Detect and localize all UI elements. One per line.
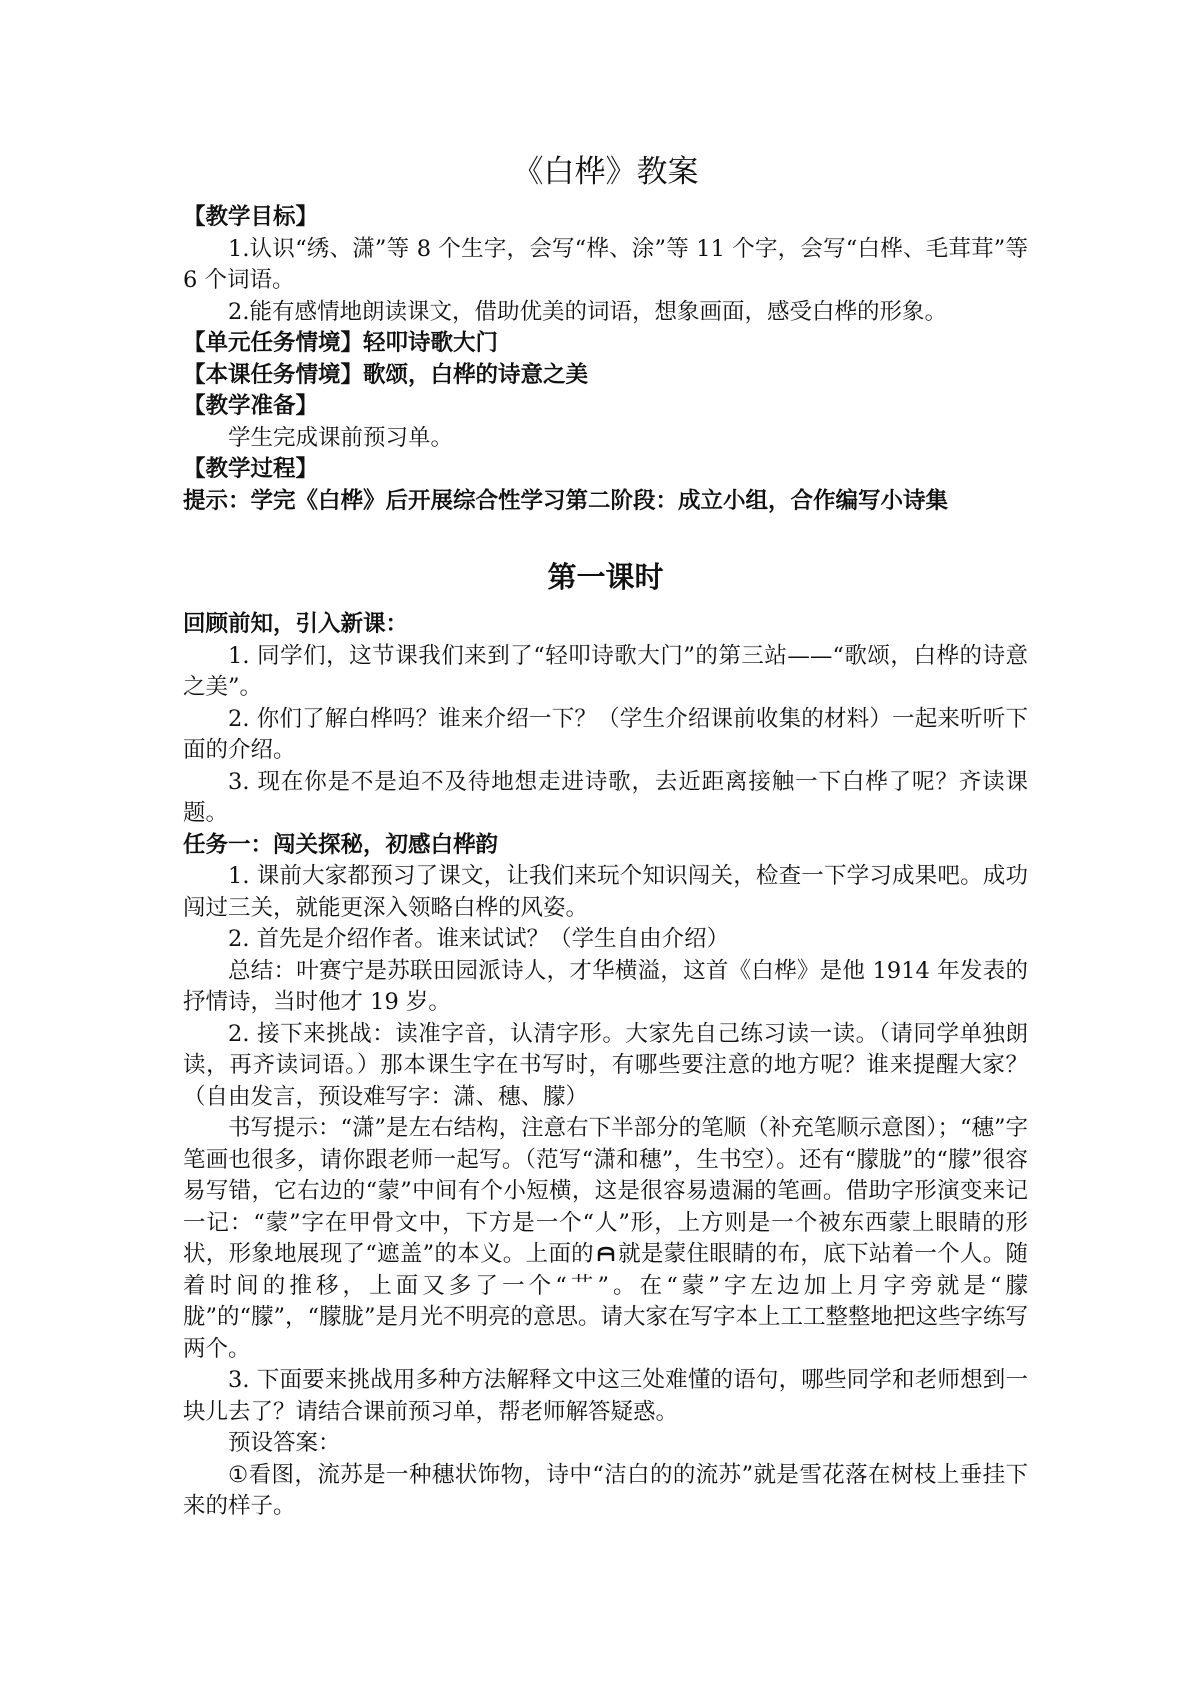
process-heading: 【教学过程】 [183,456,319,482]
unit-task-heading: 【单元任务情境】轻叩诗歌大门 [183,330,499,356]
goal-heading: 【教学目标】 [183,204,319,230]
review-item-1: 1. 同学们，这节课我们来到了“轻叩诗歌大门”的第三站——“歌颂，白桦的诗意之美”。 [183,642,1028,700]
document-title: 《白桦》教案 [512,154,699,190]
answer-item-1 [183,1460,1028,1523]
writing-tip-paragraph [183,1113,1028,1365]
review-item-3: 3. 现在你是不是迫不及待地想走进诗歌，去近距离接触一下白桦了呢？齐读课题。 [183,768,1028,826]
prep-heading: 【教学准备】 [183,393,319,419]
lesson-one-heading: 第一课时 [547,560,664,594]
ancient-glyph-icon [596,1245,616,1263]
prep-text: 学生完成课前预习单。 [228,424,454,451]
answer-number-marker: ① [228,1461,249,1488]
review-heading: 回顾前知，引入新课： [183,611,409,637]
task-one-item-4: 3. 下面要来挑战用多种方法解释文中这三处难懂的语句，哪些同学和老师想到一块儿去了？请结合课前预习单，帮老师解答疑惑。 [183,1367,1028,1425]
goal-item-2: 2.能有感情地朗读课文，借助优美的词语，想象画面，感受白桦的形象。 [228,298,947,325]
task-one-item-2: 2. 首先是介绍作者。谁来试试？（学生自由介绍） [228,926,730,952]
goal-item-1: 1.认识“绣、潇”等 8 个生字，会写“桦、涂”等 11 个字，会写“白桦、毛茸茸”等 6 个词语。 [183,235,1028,293]
lesson-plan-page [183,150,1028,1523]
task-one-heading: 任务一：闯关探秘，初感白桦韵 [183,831,499,858]
writing-tip-text-a: 书写提示：“潇”是左右结构，注意右下半部分的笔顺（补充笔顺示意图）；“穗”字笔画也很多，请你跟老师一起写。（范写“潇和穗”，生书空）。还有“朦胧”的“朦”很容易写错，它右边的“蒙”中间有个小短横，这是很容易遗漏的笔画。借助字形演变来记一记：“蒙”字在甲骨文中，下方是一个“人”形，上方则是一个被东西蒙上眼睛的形状，形象地展现了“遮盖”的本义。上面的 [183,1115,1028,1267]
writing-tip-text-b: 就是蒙住眼睛的布，底下站着一个人。随着时间的推移，上面又多了一个“艹”。在“蒙”字左边加上月字旁就是“朦胧”的“朦”，“朦胧”是月光不明亮的意思。请大家在写字本上工工整整地把这些字练写两个。 [183,1241,1029,1362]
answer-label: 预设答案： [228,1430,341,1456]
answer-item-1-text: 看图，流苏是一种穗状饰物，诗中“洁白的的流苏”就是雪花落在树枝上垂挂下来的样子。 [183,1461,1029,1519]
task-one-item-3: 2. 接下来挑战：读准字音，认清字形。大家先自己练习读一读。（请同学单独朗读，再齐读词语。）那本课生字在书写时，有哪些要注意的地方呢？谁来提醒大家？（自由发言，预设难写字：潇、穗、朦） [183,1020,1028,1110]
task-one-summary: 总结：叶赛宁是苏联田园派诗人，才华横溢，这首《白桦》是他 1914 年发表的抒情诗，当时他才 19 岁。 [183,957,1028,1015]
review-item-2: 2. 你们了解白桦吗？谁来介绍一下？（学生介绍课前收集的材料）一起来听听下面的介绍。 [183,705,1028,763]
tip-text: 提示：学完《白桦》后开展综合性学习第二阶段：成立小组，合作编写小诗集 [183,487,949,514]
task-one-item-1: 1. 课前大家都预习了课文，让我们来玩个知识闯关，检查一下学习成果吧。成功闯过三关，就能更深入领略白桦的风姿。 [183,863,1028,921]
lesson-task-heading: 【本课任务情境】歌颂，白桦的诗意之美 [183,361,589,388]
